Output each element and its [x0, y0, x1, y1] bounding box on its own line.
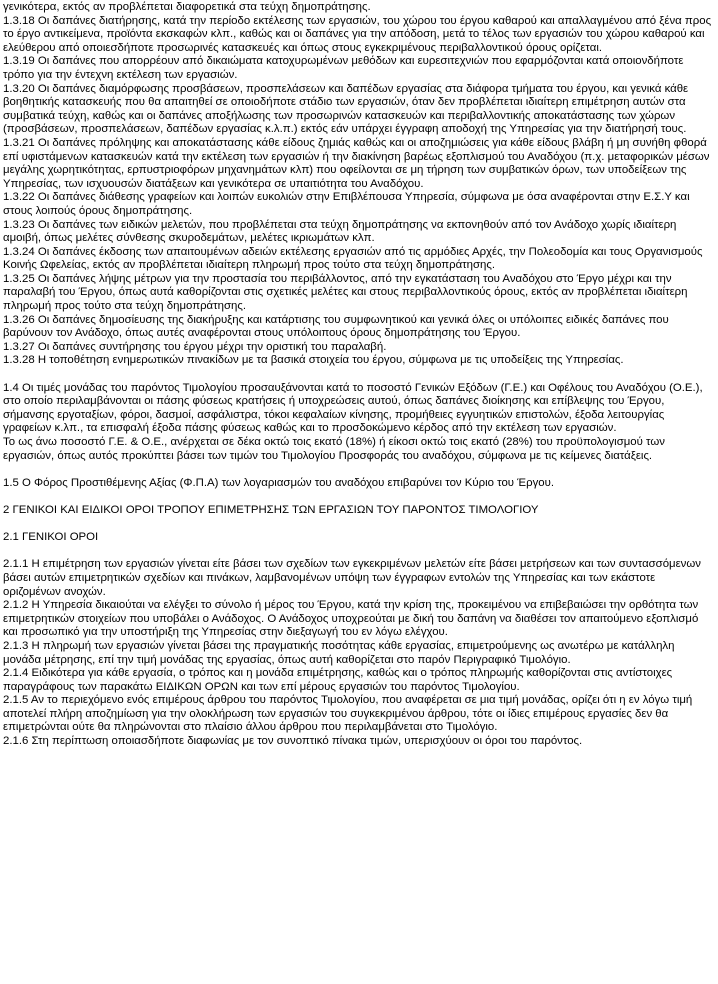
clause-1-3-20: 1.3.20 Οι δαπάνες διαμόρφωσης προσβάσεων, προσπελάσεων και δαπέδων εργασίας στα διάφορα τμήματα του έργου, και γενικά κάθε βοηθητικής κατασκευής που θα απαιτηθεί σε οποιοδήποτε στάδιο των εργασιών, όταν δεν προβλέπεται ιδιαίτερη επιμέτρηση αυτών στα συμβατικά τεύχη, καθώς και οι δαπάνες αποξήλωσης των προσωρινών κατασκευών και περιβαλλοντικής αποκατάστασης των χώρων (προσβάσεων, προσπελάσεων, δαπέδων εργασίας κ.λ.π.) εκτός εάν υπάρχει έγγραφη αποδοχή της Υπηρεσίας για την διατήρησή τους. [3, 82, 689, 136]
section-heading-2-1: 2.1 ΓΕΝΙΚΟΙ ΟΡΟΙ [3, 531, 99, 544]
blank-line [3, 368, 714, 382]
clause-1-3-24: 1.3.24 Οι δαπάνες έκδοσης των απαιτουμένων αδειών εκτέλεσης εργασιών από τις αρμόδιες Αρχές, την Πολεοδομία και τους Οργανισμούς Κοινής Ωφελείας, εκτός αν προβλέπεται ιδιαίτερη πληρωμή προς τούτο στα τεύχη δημοπράτησης. [3, 245, 703, 272]
clause-1-3-22: 1.3.22 Οι δαπάνες διάθεσης γραφείων και λοιπών ευκολιών στην Επιβλέπουσα Υπηρεσία, σύμφωνα με όσα αναφέρονται στην Ε.Σ.Υ και στους λοιπούς όρους δημοπράτησης. [3, 191, 690, 217]
blank-line [3, 545, 714, 559]
clause-1-3-18: 1.3.18 Οι δαπάνες διατήρησης, κατά την περίοδο εκτέλεσης των εργασιών, του χώρου του έργου καθαρού και απαλλαγμένου από ξένα προς το έργο αντικείμενα, προϊόντα εκσκαφών κλπ., καθώς και οι δαπάνες για την απόδοση, μετά το τέλος των εργασιών του χώρου καθαρού και ελεύθερου από οποιεσδήποτε προσωρινές κατασκευές και όπως στους εγκεκριμένους περιβαλλοντικού όρους ορίζεται. [3, 14, 712, 54]
clause-2-1-3: 2.1.3 Η πληρωμή των εργασιών γίνεται βάσει της πραγματικής ποσότητας κάθε εργασίας, επιμετρούμενης ως ανωτέρω με κατάλληλη μονάδα μέτρησης, επί την τιμή μονάδας της εργασίας, όπως αυτή καθορίζεται στο παρόν Περιγραφικό Τιμολόγιο. [3, 639, 675, 666]
clause-2-1-2: 2.1.2 Η Υπηρεσία δικαιούται να ελέγξει το σύνολο ή μέρος του Έργου, κατά την κρίση της, προκειμένου να επιβεβαιώσει την ορθότητα των επιμετρητικών στοιχείων που υποβάλει ο Ανάδοχος. Ο Ανάδοχος υποχρεούται με δική του δαπάνη να διαθέσει τον απαιτούμενο εξοπλισμό και προσωπικό για την υποστήριξη της Υπηρεσίας στην διεξαγωγή του εν λόγω ελέγχου. [3, 599, 699, 639]
clause-1-3-23: 1.3.23 Οι δαπάνες των ειδικών μελετών, που προβλέπεται στα τεύχη δημοπράτησης να εκπονηθούν από τον Ανάδοχο χωρίς ιδιαίτερη αμοιβή, όπως μελέτες σύνθεσης σκυροδεμάτων, μελέτες ικριωμάτων κλπ. [3, 218, 677, 245]
clause-1-3-27: 1.3.27 Οι δαπάνες συντήρησης του έργου μέχρι την οριστική του παραλαβή. [3, 340, 387, 353]
clause-2-1-5: 2.1.5 Αν το περιεχόμενο ενός επιμέρους άρθρου του παρόντος Τιμολογίου, που αναφέρεται σε μια τιμή μονάδας, ορίζει ότι η εν λόγω τιμή αποτελεί πλήρη αποζημίωση για την ολοκλήρωση των εργασιών του συγκεκριμένου άρθρου, τότε οι ίδιες επιμέρους εργασίες δεν θα επιμετρώνται ούτε θα πληρώνονται στο πλαίσιο άλλου άρθρου που περιλαμβάνεται στο Τιμολόγιο. [3, 694, 693, 734]
clause-1-3-28: 1.3.28 Η τοποθέτηση ενημερωτικών πινακίδων με τα βασικά στοιχεία του έργου, σύμφωνα με τις υποδείξεις της Υπηρεσίας. [3, 354, 624, 367]
clause-2-1-1: 2.1.1 Η επιμέτρηση των εργασιών γίνεται είτε βάσει των σχεδίων των εγκεκριμένων μελετών είτε βάσει μετρήσεων και των συντασσόμενων βάσει αυτών επιμετρητικών σχεδίων και πινάκων, λαμβανομένων υπόψη των έγγραφων εντολών της Υπηρεσίας και των εκάστοτε οριζομένων ανοχών. [3, 558, 701, 598]
clause-2-1-6: 2.1.6 Στη περίπτωση οποιασδήποτε διαφωνίας με τον συνοπτικό πίνακα τιμών, υπερισχύουν οι όροι του παρόντος. [3, 735, 583, 748]
clause-2-1-4: 2.1.4 Ειδικότερα για κάθε εργασία, ο τρόπος και η μονάδα επιμέτρησης, καθώς και ο τρόπος πληρωμής καθορίζονται στις αντίστοιχες παραγράφους των παρακάτω ΕΙΔΙΚΩΝ ΟΡΩΝ και των επί μέρους εργασιών του παρόντος Τιμολογίου. [3, 667, 673, 693]
clause-1-4-percentage: Το ως άνω ποσοστό Γ.Ε. & Ο.Ε., ανέρχεται σε δέκα οκτώ τοις εκατό (18%) ή είκοσι οκτώ τοις εκατό (28%) του προϋπολογισμού των εργασιών, όπως αυτός προκύπτει βάσει των τιμών του Τιμολογίου Προσφοράς του αναδόχου, σύμφωνα με τις κείμενες διατάξεις. [3, 436, 665, 462]
section-heading-2: 2 ΓΕΝΙΚΟΙ ΚΑΙ ΕΙΔΙΚΟΙ ΟΡΟΙ ΤΡΟΠΟΥ ΕΠΙΜΕΤΡΗΣΗΣ ΤΩΝ ΕΡΓΑΣΙΩΝ ΤΟΥ ΠΑΡΟΝΤΟΣ ΤΙΜΟΛΟΓΙΟΥ [3, 503, 539, 516]
clause-1-3-19: 1.3.19 Οι δαπάνες που απορρέουν από δικαιώματα κατοχυρωμένων μεθόδων και ευρεσιτεχνιών που εφαρμόζονται κατά οποιονδήποτε τρόπο για την έντεχνη εκτέλεση των εργασιών. [3, 55, 684, 81]
clause-1-5: 1.5 Ο Φόρος Προστιθέμενης Αξίας (Φ.Π.Α) των λογαριασμών του αναδόχου επιβαρύνει τον Κύριο του Έργου. [3, 476, 555, 489]
clause-1-3-21: 1.3.21 Οι δαπάνες πρόληψης και αποκατάστασης κάθε είδους ζημιάς καθώς και οι αποζημιώσεις για κάθε είδους βλάβη ή μη συνήθη φθορά επί υφιστάμενων κατασκευών κατά την εκτέλεση των εργασιών ή την διακίνηση βαρέως εξοπλισμού του Αναδόχου (π.χ. μεταφορικών μέσων μεγάλης χωρητικότητας, ερπυστριοφόρων μηχανημάτων κλπ) που οφείλονται σε μη τήρηση των συμβατικών όρων, των υποδείξεων της Υπηρεσίας, των ισχυουσών διατάξεων και γενικότερα σε υπαιτιότητα του Αναδόχου. [3, 136, 710, 190]
blank-line [3, 463, 714, 477]
text-paragraph: γενικότερα, εκτός αν προβλέπεται διαφορετικά στα τεύχη δημοπράτησης. [3, 1, 371, 13]
clause-1-4: 1.4 Οι τιμές μονάδας του παρόντος Τιμολογίου προσαυξάνονται κατά το ποσοστό Γενικών Εξόδων (Γ.Ε.) και Οφέλους του Αναδόχου (Ο.Ε.), στο οποίο περιλαμβάνονται οι πάσης φύσεως κρατήσεις ή υποχρεώσεις αυτού, όπως δαπάνες διοίκησης και επίβλεψης του Έργου, σήμανσης εργοταξίων, φόροι, δασμοί, ασφάλιστρα, τόκοι κεφαλαίων κίνησης, προμήθειες εγγυητικών επιστολών, έξοδα λειτουργίας γραφείων κ.λπ., τα επισφαλή έξοδα πάσης φύσεως καθώς και το προσδοκώμενο κέρδος από την εκτέλεση των εργασιών. [3, 381, 703, 435]
blank-line [3, 490, 714, 504]
blank-line [3, 518, 714, 532]
clause-1-3-25: 1.3.25 Οι δαπάνες λήψης μέτρων για την προστασία του περιβάλλοντος, από την εγκατάσταση του Αναδόχου στο Έργο μέχρι και την παραλαβή του Έργου, όπως αυτά καθορίζονται στις σχετικές μελέτες και στους περιβαλλοντικούς όρους, εκτός αν προβλέπεται ιδιαίτερη πληρωμή προς τούτο στα τεύχη δημοπράτησης. [3, 272, 688, 313]
clause-1-3-26: 1.3.26 Οι δαπάνες δημοσίευσης της διακήρυξης και κατάρτισης του συμφωνητικού και γενικά όλες οι υπόλοιπες ειδικές δαπάνες που βαρύνουν τον Ανάδοχο, όπως αυτές αναφέρονται στους υπόλοιπους όρους δημοπράτησης του Έργου. [3, 313, 669, 340]
